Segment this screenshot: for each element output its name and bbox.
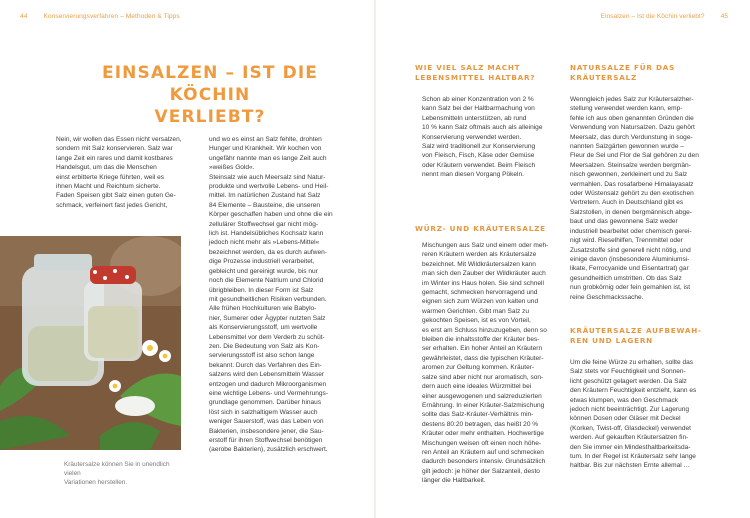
right-running-header	[601, 13, 729, 20]
photo-caption	[64, 460, 184, 488]
text-line: baut und das gewonnene Salz weder	[570, 218, 678, 226]
text-line: eine wichtige Lebens- und Vermehrungs-	[209, 389, 329, 397]
text-line: dern auch eine ideales Würzmittel bei	[422, 383, 532, 391]
text-line: gilt jedoch: je höher der Salzanteil, desto	[422, 467, 540, 475]
text-line: können Dosen oder Gläser mit Deckel	[570, 415, 681, 423]
text-line: Salz wird traditionell zur Konservierung	[422, 143, 536, 151]
text-line: Schon ab einer Konzentration von 2 %	[422, 96, 534, 103]
left-running-header	[20, 13, 180, 20]
herb-salt-jars-illustration	[0, 236, 181, 450]
text-line: weniger Sauerstoff, was das Leben von	[209, 418, 324, 426]
section-body-storage	[570, 358, 700, 471]
text-line: oder Kräutern verwendet. Beim Fleisch	[422, 161, 536, 169]
section-heading-herb-salts	[415, 224, 555, 234]
text-line: Fleur de Sel und Flor de Sal gehören zu den	[570, 152, 699, 160]
text-line: nun grobkörnig oder fein gemahlen ist, ist	[570, 284, 691, 292]
text-line: nannten Salzgärten gewonnen wurde –	[570, 143, 684, 151]
text-line: jedoch nicht beeinträchtigt. Zur Lagerung	[570, 406, 690, 414]
left-running-title: Konservierungsverfahren – Methoden & Tipps	[43, 13, 180, 20]
left-page-number: 44	[20, 13, 28, 20]
text-line: den Sie immer ein Mindesthaltbarkeitsda-	[570, 443, 691, 451]
section-body-herb-salts	[422, 241, 550, 486]
text-line: industriell bearbeitet oder chemisch gerei-	[570, 227, 692, 235]
text-line: Mischungen weisen oft einen noch höhe-	[422, 439, 542, 447]
text-line: LEBENSMITTEL HALTBAR?	[415, 72, 536, 82]
text-line: WIE VIEL SALZ MACHT	[415, 63, 521, 72]
text-line: (Korken, Twist-off, Glasdeckel) verwendet	[570, 424, 691, 432]
text-line: als Konservierungsstoff, um wertvolle	[209, 324, 318, 332]
text-line: stellung verwendet werden kann, emp-	[570, 105, 683, 113]
text-line: produkte und wertvolle Lebens- und Heil-	[209, 183, 329, 191]
text-line: zellulärer Stoffwechsel gar nicht mög-	[209, 220, 319, 228]
text-line: warmen Gerichten. Gibt man Salz zu	[422, 307, 529, 315]
text-line: bezeichnet. Mit Wildkräutersalzen kann	[422, 260, 536, 268]
text-line: lange Zeit ein rares und damit kostbares	[56, 154, 173, 162]
text-line: Meersalz, das durch Verdunstung in soge-	[570, 133, 693, 141]
text-line: übrigbleiben. In dieser Form ist Salz	[209, 286, 314, 294]
photo-caption-line: Kräutersalze können Sie in unendlich vielen	[64, 461, 170, 478]
text-line: KRÄUTERSALZE AUFBEWAH-	[570, 326, 702, 335]
text-line: bezeichnet werden, da es durch aufwen-	[209, 248, 327, 256]
text-line: entzogen und dadurch Mikroorganismen	[209, 380, 327, 388]
text-line: Mischungen aus Salz und einem oder meh-	[422, 242, 549, 249]
intro-column-2	[209, 135, 339, 455]
text-line: likate, Ferrocyanide und Eisentartrat) gar	[570, 265, 689, 273]
text-line: Vertretern. Auch in Deutschland gibt es	[570, 199, 684, 207]
text-line: nennt man diesen Vorgang Pökeln.	[422, 171, 524, 179]
text-line: Konservierung verwendet werden.	[422, 133, 522, 141]
text-line: salze sind aber nicht nur aromatisch, son-	[422, 373, 544, 381]
text-line: nisch gewonnen, zerkleinert und zu Salz	[570, 171, 688, 179]
text-line: 84 Elemente – Bausteine, die unseren	[209, 201, 321, 209]
text-line: einer ausgewogenen und salzreduzierten	[422, 392, 542, 400]
text-line: Zusatzstoffe sind generell nicht nötig, und	[570, 246, 691, 254]
text-line: ihnen Macht und Reichtum sicherte.	[56, 183, 161, 191]
text-line: gesundheitlich umstritten. Ob das Salz	[570, 274, 682, 282]
text-line: NATURSALZE FÜR DAS	[570, 63, 676, 72]
text-line: etwas klumpen, was den Geschmack	[570, 396, 679, 404]
text-line: reren Kräutern werden als Kräutersalze	[422, 251, 537, 259]
text-line: tum. In der Regel ist Kräutersalz sehr lange	[570, 453, 696, 461]
chapter-title	[60, 62, 360, 128]
text-line: REN UND LAGERN	[570, 335, 653, 345]
text-line: Hunger und Krankheit. Wir kochen von	[209, 145, 322, 153]
text-line: ser erhalten. Ein hoher Anteil an Kräutern	[422, 345, 543, 353]
text-line: werden. Auf gekauften Kräutersalzen fin-	[570, 434, 689, 442]
text-line: Faden Speisen gibt Salz einen guten Ge-	[56, 192, 176, 200]
text-line: Bakterien, insbesondere jener, die Sau-	[209, 427, 324, 435]
text-line: sondern mit Salz konservieren. Salz war	[56, 145, 173, 153]
text-line: grundlage genommen. Darüber hinaus	[209, 399, 322, 407]
text-line: WÜRZ- UND KRÄUTERSALZE	[415, 224, 546, 233]
text-line: nigt wird. Rieselhilfen, Trennmittel oder	[570, 237, 683, 245]
text-line: Kräuter oder mehr enthalten. Hochwertige	[422, 430, 544, 438]
text-line: schmack, verfeinert fast jedes Gericht,	[56, 201, 168, 209]
text-line: Um die feine Würze zu erhalten, sollte das	[570, 359, 693, 366]
text-line: 10 % kann Salz oftmals auch als alleinige	[422, 124, 543, 132]
text-line: ungefähr nannte man es lange Zeit auch	[209, 154, 327, 162]
text-line: Steinsalz wie auch Meersalz sind Natur-	[209, 173, 326, 181]
text-line: lich ist. Handelsübliches Kochsalz kann	[209, 230, 324, 238]
text-line: fehle ich aus oben genannten Gründen die	[570, 114, 694, 122]
text-line: Handelsgut, um das die Menschen	[56, 164, 157, 172]
text-line: haltbar. Bis zur nächsten Ernte allemal …	[570, 462, 691, 470]
text-line: Verwendung von Natursalzen. Dazu gehört	[570, 124, 695, 132]
text-line: Ernährung. In einer Kräuter-Salzmischung	[422, 401, 545, 409]
text-line: vermahlen. Das rosafarbene Himalayasalz	[570, 180, 694, 188]
text-line: reine Geschmackssache.	[570, 293, 644, 301]
text-line: gemacht, schmecken hervorragend und	[422, 289, 538, 297]
text-line: Nein, wir wollen das Essen nicht versalzen,	[56, 136, 182, 143]
text-line: oder Wüstensalz gehört zu den exotischen	[570, 190, 694, 198]
text-line: (aerobe Bakterien), zusätzlich erschwert.	[209, 446, 328, 454]
section-heading-storage	[570, 326, 710, 345]
text-line: aromen zur Geltung kommen. Kräuter-	[422, 364, 535, 372]
text-line: Salz stets vor Feuchtigkeit und Sonnen-	[570, 368, 686, 376]
text-line: Wenngleich jedes Salz zur Kräutersalzher-	[570, 96, 694, 103]
text-line: Salzstollen, in denen bergmännisch abge-	[570, 208, 692, 216]
text-line: und wo es einst an Salz fehlte, drohten	[209, 136, 322, 143]
text-line: den Kräutern Feuchtigkeit entzieht, kann es	[570, 387, 697, 395]
text-line: Lebensmittel vor dem Verderb zu schüt-	[209, 333, 325, 341]
section-heading-salt-amount	[415, 63, 555, 82]
text-line: sollte das Salz-Kräuter-Verhältnis min-	[422, 411, 534, 419]
text-line: einst erbitterte Kriege führten, weil es	[56, 173, 165, 181]
text-line: Körper geschaffen haben und ohne die ein	[209, 211, 333, 219]
text-line: mittel. Im natürlichen Zustand hat Salz	[209, 192, 321, 200]
text-line: gebleicht und gereinigt wurde, bis nur	[209, 267, 318, 275]
text-line: löst sich in salzhaltigem Wasser auch	[209, 408, 318, 416]
chapter-title-line: EINSALZEN – IST DIE KÖCHIN	[102, 63, 318, 105]
text-line: eignen sich zum Würzen von kalten und	[422, 298, 539, 306]
text-line: Alle frühen Hochkulturen wie Babylo-	[209, 305, 317, 313]
section-heading-natural-salts	[570, 63, 710, 82]
text-line: ren Anteil an Kräutern auf und schmecken	[422, 448, 544, 456]
text-line: licht geschützt gelagert werden. Da Salz	[570, 377, 687, 385]
text-line: bleiben die inhaltsstoffe der Kräuter bes-	[422, 336, 540, 344]
text-line: es erst am Schluss hinzuzugeben, denn so	[422, 326, 547, 334]
text-line: servierungsstoff ist also schon lange	[209, 352, 315, 360]
text-line: dige Prozesse industriell verarbeitet,	[209, 258, 315, 266]
text-line: mit gesundheitlichen Risiken verbunden.	[209, 295, 327, 303]
section-body-natural-salts	[570, 95, 700, 302]
text-line: gewährleistet, dass die typischen Kräuter-	[422, 354, 544, 362]
text-line: jedoch nicht mehr als »Lebens-Mittel«	[209, 239, 320, 247]
right-running-title: Einsalzen – Ist die Köchin verliebt?	[600, 13, 705, 20]
text-line: zen. Die Bedeutung von Salz als Kon-	[209, 342, 320, 350]
page-gutter	[374, 0, 376, 518]
text-line: länger die Haltbarkeit.	[422, 477, 486, 485]
herb-salt-jars-photo	[0, 236, 181, 450]
text-line: von Fleisch, Fisch, Käse oder Gemüse	[422, 152, 535, 160]
text-line: einige davon (insbesondere Aluminiumsi-	[570, 255, 690, 263]
text-line: bekannt. Durch das Verfahren des Ein-	[209, 361, 322, 369]
text-line: gekochten Speisen, ist es von Vorteil,	[422, 317, 531, 325]
section-body-salt-amount	[422, 95, 550, 180]
text-line: kann Salz bei der Haltbarmachung von	[422, 105, 535, 113]
text-line: erstoff für ihren Stoffwechsel benötigen	[209, 437, 323, 444]
right-page-number: 45	[720, 13, 728, 20]
text-line: Meersalzen. Steinsalze werden bergmän-	[570, 161, 691, 169]
text-line: im Winter ins Haus holen. Sie sind schnell	[422, 279, 544, 287]
text-line: Lebensmitteln unterstützen, ab rund	[422, 114, 527, 122]
text-line: man sich den Zauber der Wildkräuter auch	[422, 270, 546, 278]
text-line: salzens wird den Lebensmitteln Wasser	[209, 371, 325, 379]
photo-caption-line: Variationen herstellen.	[64, 479, 128, 487]
text-line: »weißes Gold«.	[209, 164, 255, 172]
intro-column-1	[56, 135, 184, 210]
chapter-title-line: VERLIEBT?	[154, 107, 266, 127]
text-line: dadurch besonders intensiv. Grundsätzlich	[422, 458, 546, 466]
text-line: nier, Sumerer oder Ägypter nutzten Salz	[209, 314, 326, 322]
text-line: destens 80:20 betragen, das heißt 20 %	[422, 420, 539, 428]
text-line: KRÄUTERSALZ	[570, 72, 637, 82]
text-line: noch die Elemente Natrium und Chlorid	[209, 277, 324, 285]
